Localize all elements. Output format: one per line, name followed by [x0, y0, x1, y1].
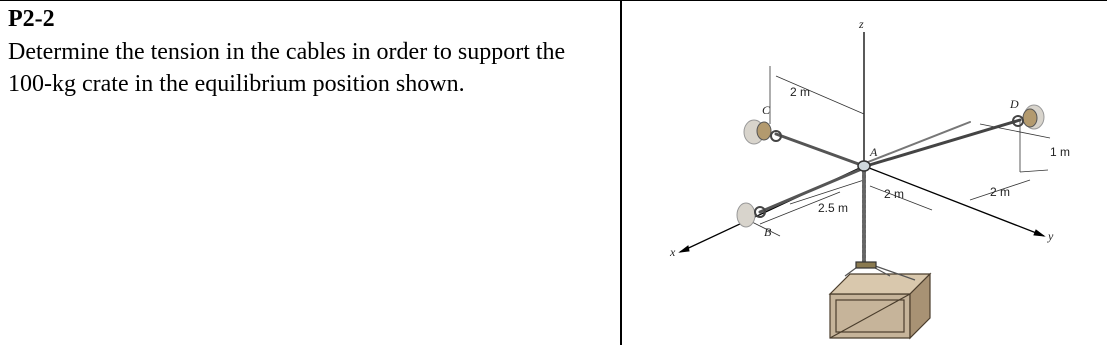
cable-ac: [776, 134, 864, 166]
problem-text-cell: [8, 6, 613, 100]
cable-ab: [760, 168, 864, 212]
problem-statement: Determine the tension in the cables in order to support the 100-kg crate in the equilibrium position shown.: [8, 39, 566, 97]
dim-d-y: 2 m: [990, 185, 1011, 199]
column-divider: [620, 0, 622, 345]
point-label-b: B: [764, 225, 772, 239]
dim-c-offset: 2 m: [790, 85, 811, 99]
problem-id: P2-2: [8, 6, 55, 32]
axis-label-z: z: [859, 17, 864, 31]
dim-b-offset: 2.5 m: [818, 201, 849, 215]
x-axis-arrow: [680, 246, 689, 252]
cable-ad: [866, 120, 1020, 166]
support-c: [744, 120, 781, 144]
equilibrium-figure: [640, 4, 1100, 342]
coordinate-axes: [680, 32, 1044, 252]
ring-a: [858, 161, 870, 171]
point-label-d: D: [1010, 97, 1019, 111]
dim-d-z: 1 m: [1050, 145, 1071, 159]
dim-a-to-d-y: 2 m: [884, 187, 905, 201]
point-label-a: A: [870, 145, 878, 159]
y-axis: [864, 166, 1044, 236]
y-axis-arrow: [1034, 230, 1044, 236]
crate: [830, 262, 930, 338]
cable-ad-highlight: [868, 122, 970, 162]
point-label-c: C: [762, 103, 771, 117]
axis-label-x: x: [670, 245, 676, 259]
axis-label-y: y: [1048, 229, 1054, 243]
